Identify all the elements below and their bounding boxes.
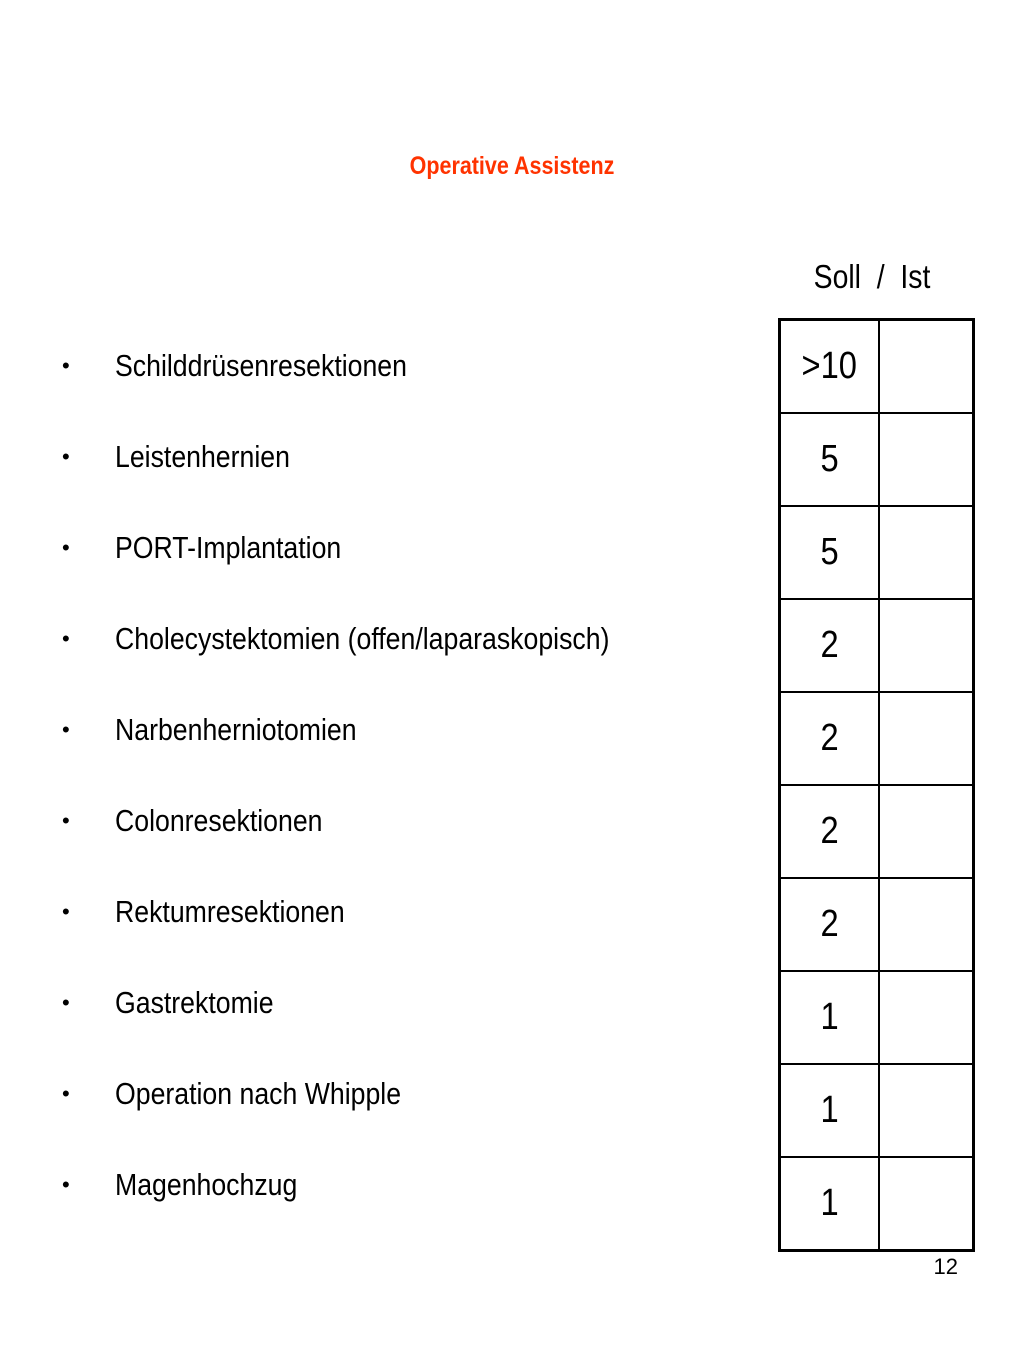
procedure-label: PORT-Implantation xyxy=(115,529,342,565)
ist-cell xyxy=(879,878,974,971)
soll-cell xyxy=(780,785,879,878)
bullet: • xyxy=(62,443,70,469)
soll-value: 2 xyxy=(820,903,839,945)
page-number: 12 xyxy=(933,1254,958,1279)
soll-cell xyxy=(780,506,879,599)
list-item xyxy=(0,320,770,411)
soll-cell xyxy=(780,599,879,692)
bullet: • xyxy=(62,534,70,560)
table-row xyxy=(780,506,974,599)
ist-cell xyxy=(879,413,974,506)
soll-cell xyxy=(780,1064,879,1157)
table-row xyxy=(780,878,974,971)
soll-cell xyxy=(780,413,879,506)
soll-cell xyxy=(780,692,879,785)
soll-cell xyxy=(780,1157,879,1251)
procedure-label: Colonresektionen xyxy=(115,802,323,838)
page-title: Operative Assistenz xyxy=(409,152,615,180)
procedure-label: Schilddrüsenresektionen xyxy=(115,347,407,383)
list-item xyxy=(0,684,770,775)
soll-ist-table xyxy=(778,318,975,1252)
bullet: • xyxy=(62,1080,70,1106)
list-item xyxy=(0,957,770,1048)
procedure-label: Magenhochzug xyxy=(115,1166,298,1202)
bullet: • xyxy=(62,352,70,378)
table-row xyxy=(780,599,974,692)
soll-cell xyxy=(780,320,879,414)
list-item xyxy=(0,502,770,593)
bullet: • xyxy=(62,989,70,1015)
ist-cell xyxy=(879,785,974,878)
table-row xyxy=(780,971,974,1064)
procedure-label: Narbenherniotomien xyxy=(115,711,357,747)
soll-cell xyxy=(780,971,879,1064)
procedure-label: Operation nach Whipple xyxy=(115,1075,402,1111)
soll-value: 1 xyxy=(820,996,839,1038)
procedure-label: Leistenhernien xyxy=(115,438,290,474)
ist-cell xyxy=(879,971,974,1064)
bullet: • xyxy=(62,898,70,924)
table-row xyxy=(780,1157,974,1251)
soll-value: 2 xyxy=(820,624,839,666)
soll-value: 5 xyxy=(820,531,839,573)
bullet: • xyxy=(62,1171,70,1197)
bullet: • xyxy=(62,625,70,651)
soll-cell xyxy=(780,878,879,971)
bullet: • xyxy=(62,807,70,833)
soll-value: 2 xyxy=(820,810,839,852)
soll-value: 5 xyxy=(820,438,839,480)
soll-value: 2 xyxy=(820,717,839,759)
bullet: • xyxy=(62,716,70,742)
soll-value: 1 xyxy=(820,1089,839,1131)
column-header-soll-ist: Soll / Ist xyxy=(813,258,931,295)
procedure-label: Rektumresektionen xyxy=(115,893,345,929)
soll-value: >10 xyxy=(801,345,858,387)
ist-cell xyxy=(879,506,974,599)
table-row xyxy=(780,785,974,878)
ist-cell xyxy=(879,1064,974,1157)
list-item xyxy=(0,1048,770,1139)
ist-cell xyxy=(879,599,974,692)
list-item xyxy=(0,593,770,684)
table-row xyxy=(780,692,974,785)
procedure-label: Cholecystektomien (offen/laparaskopisch) xyxy=(115,620,610,656)
table-row xyxy=(780,1064,974,1157)
table-row xyxy=(780,413,974,506)
list-item xyxy=(0,1139,770,1230)
table-row xyxy=(780,320,974,414)
list-item xyxy=(0,775,770,866)
soll-value: 1 xyxy=(820,1182,839,1224)
list-item xyxy=(0,866,770,957)
ist-cell xyxy=(879,692,974,785)
procedure-label: Gastrektomie xyxy=(115,984,274,1020)
ist-cell xyxy=(879,1157,974,1251)
list-item xyxy=(0,411,770,502)
ist-cell xyxy=(879,320,974,414)
